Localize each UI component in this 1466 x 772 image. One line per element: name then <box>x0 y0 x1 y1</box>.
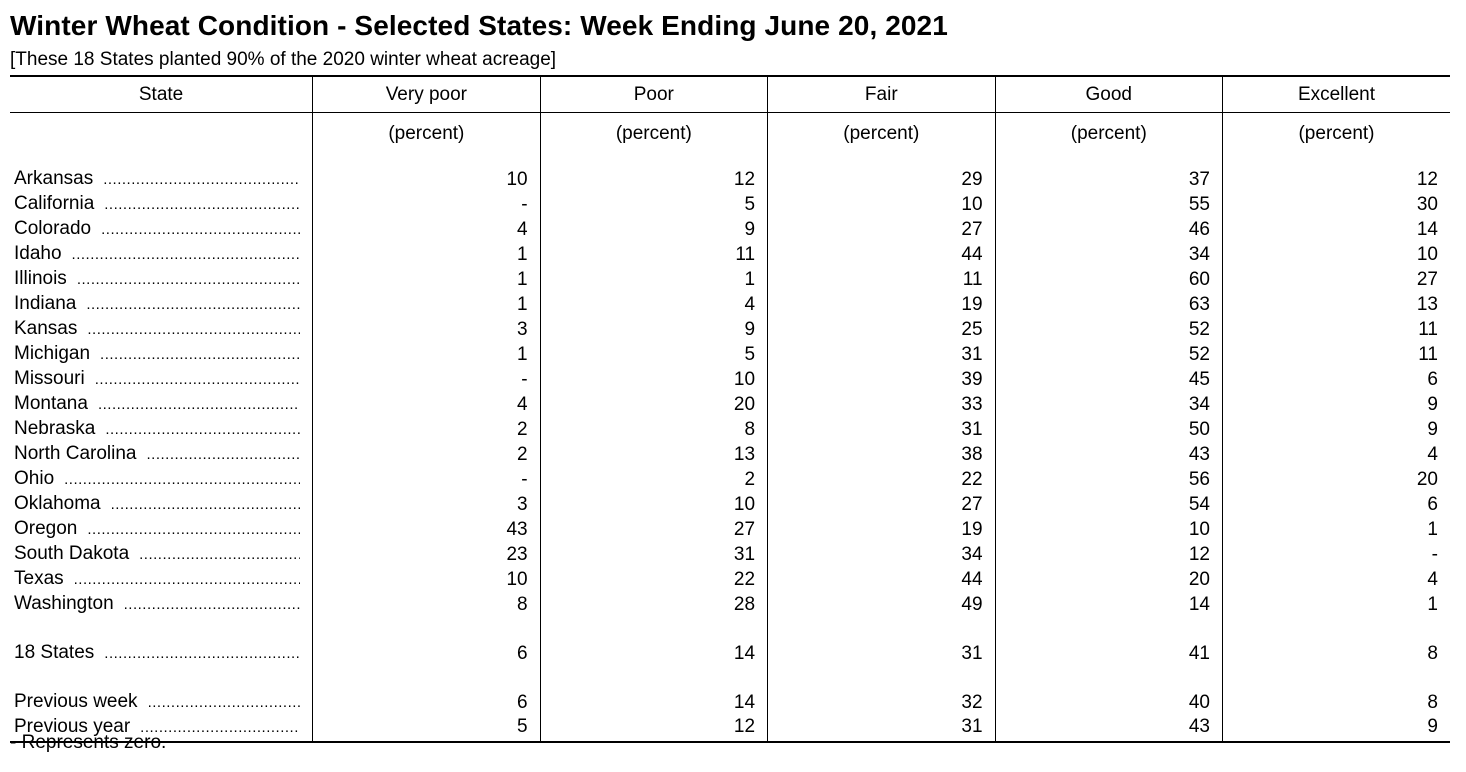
column-header-very-poor: Very poor <box>313 76 540 113</box>
state-name: Previous year <box>14 716 131 737</box>
value-cell-poor: 10 <box>540 492 767 517</box>
column-header-excellent: Excellent <box>1223 76 1451 113</box>
comparison-row <box>10 715 1450 742</box>
dot-leader <box>147 443 301 467</box>
value-cell-good: 63 <box>995 292 1222 317</box>
state-cell <box>10 567 313 592</box>
value-cell-excellent: - <box>1223 542 1451 567</box>
value-cell-very-poor: 43 <box>313 517 540 542</box>
value-cell-fair: 49 <box>768 592 995 617</box>
state-cell <box>10 292 313 317</box>
value-cell-very-poor: 1 <box>313 267 540 292</box>
state-cell <box>10 417 313 442</box>
value-cell-very-poor: 6 <box>313 690 540 715</box>
dot-leader <box>86 293 300 317</box>
dot-leader <box>124 593 300 617</box>
state-name: Oklahoma <box>14 493 101 514</box>
total-row <box>10 641 1450 666</box>
value-cell-fair: 27 <box>768 217 995 242</box>
value-cell-fair: 19 <box>768 292 995 317</box>
value-cell-good: 60 <box>995 267 1222 292</box>
table-row <box>10 517 1450 542</box>
unit-label: (percent) <box>313 113 540 168</box>
value-cell-good: 55 <box>995 192 1222 217</box>
value-cell-excellent: 12 <box>1223 167 1451 192</box>
value-cell-poor: 9 <box>540 317 767 342</box>
value-cell-good: 41 <box>995 641 1222 666</box>
table-row <box>10 492 1450 517</box>
value-cell-fair: 38 <box>768 442 995 467</box>
dot-leader <box>72 243 301 267</box>
value-cell-fair: 31 <box>768 417 995 442</box>
table-row <box>10 367 1450 392</box>
value-cell-excellent: 6 <box>1223 367 1451 392</box>
value-cell-fair: 34 <box>768 542 995 567</box>
value-cell-fair: 29 <box>768 167 995 192</box>
table-row <box>10 417 1450 442</box>
column-header-good: Good <box>995 76 1222 113</box>
value-cell-very-poor: - <box>313 467 540 492</box>
value-cell-very-poor: 1 <box>313 292 540 317</box>
value-cell-good: 56 <box>995 467 1222 492</box>
value-cell-excellent: 1 <box>1223 592 1451 617</box>
value-cell-very-poor: - <box>313 367 540 392</box>
state-name: North Carolina <box>14 443 137 464</box>
value-cell-fair: 44 <box>768 567 995 592</box>
table-row <box>10 317 1450 342</box>
state-name: Texas <box>14 568 64 589</box>
value-cell-excellent: 4 <box>1223 567 1451 592</box>
page-subtitle: [These 18 States planted 90% of the 2020 winter wheat acreage] <box>10 49 557 70</box>
state-cell <box>10 467 313 492</box>
spacer-cell <box>1223 617 1451 641</box>
value-cell-good: 14 <box>995 592 1222 617</box>
value-cell-fair: 39 <box>768 367 995 392</box>
spacer-cell <box>313 666 540 690</box>
value-cell-good: 46 <box>995 217 1222 242</box>
unit-label: (percent) <box>768 113 995 168</box>
state-cell <box>10 442 313 467</box>
state-name: South Dakota <box>14 543 130 564</box>
value-cell-fair: 44 <box>768 242 995 267</box>
state-name: Previous week <box>14 691 138 712</box>
state-name: Kansas <box>14 318 78 339</box>
state-cell <box>10 517 313 542</box>
state-cell <box>10 242 313 267</box>
value-cell-good: 37 <box>995 167 1222 192</box>
value-cell-excellent: 13 <box>1223 292 1451 317</box>
dot-leader <box>111 493 301 517</box>
state-cell <box>10 542 313 567</box>
value-cell-fair: 33 <box>768 392 995 417</box>
value-cell-excellent: 11 <box>1223 317 1451 342</box>
value-cell-fair: 11 <box>768 267 995 292</box>
value-cell-good: 52 <box>995 342 1222 367</box>
value-cell-excellent: 8 <box>1223 641 1451 666</box>
dot-leader <box>100 343 300 367</box>
table-row <box>10 467 1450 492</box>
state-cell <box>10 217 313 242</box>
value-cell-excellent: 30 <box>1223 192 1451 217</box>
spacer-row <box>10 617 1450 641</box>
dot-leader <box>87 518 300 542</box>
value-cell-very-poor: 2 <box>313 417 540 442</box>
value-cell-very-poor: 3 <box>313 492 540 517</box>
value-cell-poor: 5 <box>540 342 767 367</box>
spacer-cell <box>1223 666 1451 690</box>
value-cell-poor: 12 <box>540 715 767 742</box>
value-cell-fair: 10 <box>768 192 995 217</box>
value-cell-good: 52 <box>995 317 1222 342</box>
spacer-cell <box>540 666 767 690</box>
state-name: Oregon <box>14 518 78 539</box>
table-row <box>10 267 1450 292</box>
value-cell-good: 34 <box>995 392 1222 417</box>
value-cell-poor: 20 <box>540 392 767 417</box>
value-cell-fair: 31 <box>768 715 995 742</box>
table-row <box>10 192 1450 217</box>
unit-row <box>10 113 1450 168</box>
state-cell <box>10 342 313 367</box>
spacer-cell <box>768 617 995 641</box>
dot-leader <box>139 543 300 567</box>
value-cell-poor: 5 <box>540 192 767 217</box>
state-name: Colorado <box>14 218 92 239</box>
state-cell <box>10 492 313 517</box>
column-header-poor: Poor <box>540 76 767 113</box>
value-cell-very-poor: 4 <box>313 392 540 417</box>
comparison-row <box>10 690 1450 715</box>
value-cell-poor: 10 <box>540 367 767 392</box>
value-cell-very-poor: 3 <box>313 317 540 342</box>
state-cell <box>10 367 313 392</box>
spacer-cell <box>995 666 1222 690</box>
spacer-cell <box>10 666 313 690</box>
table-row <box>10 442 1450 467</box>
value-cell-good: 20 <box>995 567 1222 592</box>
state-cell <box>10 592 313 617</box>
value-cell-very-poor: 4 <box>313 217 540 242</box>
state-cell <box>10 317 313 342</box>
state-name: Michigan <box>14 343 91 364</box>
value-cell-excellent: 9 <box>1223 392 1451 417</box>
table-header-row <box>10 76 1450 113</box>
value-cell-poor: 2 <box>540 467 767 492</box>
dot-leader <box>64 468 300 492</box>
value-cell-excellent: 6 <box>1223 492 1451 517</box>
value-cell-good: 50 <box>995 417 1222 442</box>
state-name: Indiana <box>14 293 77 314</box>
value-cell-good: 43 <box>995 715 1222 742</box>
table-row <box>10 167 1450 192</box>
state-name: Arkansas <box>14 168 94 189</box>
unit-label: (percent) <box>1223 113 1451 168</box>
spacer-cell <box>768 666 995 690</box>
value-cell-excellent: 20 <box>1223 467 1451 492</box>
value-cell-excellent: 9 <box>1223 417 1451 442</box>
value-cell-poor: 4 <box>540 292 767 317</box>
table-row <box>10 567 1450 592</box>
value-cell-poor: 11 <box>540 242 767 267</box>
value-cell-fair: 31 <box>768 342 995 367</box>
value-cell-fair: 32 <box>768 690 995 715</box>
value-cell-very-poor: 1 <box>313 342 540 367</box>
table-row <box>10 242 1450 267</box>
dot-leader <box>77 268 300 292</box>
spacer-cell <box>10 617 313 641</box>
value-cell-very-poor: 23 <box>313 542 540 567</box>
state-name: California <box>14 193 95 214</box>
dot-leader <box>103 168 300 192</box>
dot-leader <box>98 393 300 417</box>
spacer-cell <box>995 617 1222 641</box>
state-cell <box>10 167 313 192</box>
column-header-fair: Fair <box>768 76 995 113</box>
value-cell-fair: 27 <box>768 492 995 517</box>
value-cell-excellent: 4 <box>1223 442 1451 467</box>
value-cell-poor: 14 <box>540 641 767 666</box>
state-cell <box>10 690 313 715</box>
table-row <box>10 342 1450 367</box>
value-cell-very-poor: 10 <box>313 567 540 592</box>
dot-leader <box>104 193 300 217</box>
value-cell-good: 40 <box>995 690 1222 715</box>
value-cell-fair: 22 <box>768 467 995 492</box>
table-row <box>10 392 1450 417</box>
page-title: Winter Wheat Condition - Selected States: Week Ending June 20, 2021 <box>10 10 948 41</box>
value-cell-very-poor: 2 <box>313 442 540 467</box>
dot-leader <box>105 418 300 442</box>
value-cell-poor: 13 <box>540 442 767 467</box>
unit-label: (percent) <box>995 113 1222 168</box>
value-cell-very-poor: 1 <box>313 242 540 267</box>
value-cell-very-poor: 6 <box>313 641 540 666</box>
unit-label: (percent) <box>540 113 767 168</box>
dot-leader <box>74 568 300 592</box>
state-name: 18 States <box>14 642 95 663</box>
value-cell-poor: 27 <box>540 517 767 542</box>
spacer-cell <box>540 617 767 641</box>
state-cell <box>10 267 313 292</box>
value-cell-excellent: 9 <box>1223 715 1451 742</box>
dot-leader <box>104 642 300 666</box>
value-cell-poor: 14 <box>540 690 767 715</box>
value-cell-poor: 9 <box>540 217 767 242</box>
table-row <box>10 592 1450 617</box>
value-cell-good: 45 <box>995 367 1222 392</box>
state-name: Ohio <box>14 468 55 489</box>
value-cell-very-poor: 8 <box>313 592 540 617</box>
value-cell-poor: 22 <box>540 567 767 592</box>
state-cell <box>10 392 313 417</box>
value-cell-very-poor: 10 <box>313 167 540 192</box>
state-name: Montana <box>14 393 88 414</box>
table-row <box>10 292 1450 317</box>
spacer-row <box>10 666 1450 690</box>
value-cell-poor: 31 <box>540 542 767 567</box>
value-cell-fair: 19 <box>768 517 995 542</box>
dot-leader <box>101 218 300 242</box>
value-cell-poor: 8 <box>540 417 767 442</box>
value-cell-poor: 12 <box>540 167 767 192</box>
value-cell-excellent: 27 <box>1223 267 1451 292</box>
table-row <box>10 542 1450 567</box>
value-cell-good: 34 <box>995 242 1222 267</box>
state-name: Washington <box>14 593 114 614</box>
value-cell-good: 54 <box>995 492 1222 517</box>
state-name: Missouri <box>14 368 85 389</box>
state-name: Nebraska <box>14 418 96 439</box>
table-body <box>10 167 1450 742</box>
value-cell-excellent: 14 <box>1223 217 1451 242</box>
state-cell <box>10 192 313 217</box>
value-cell-fair: 31 <box>768 641 995 666</box>
value-cell-poor: 28 <box>540 592 767 617</box>
value-cell-very-poor: - <box>313 192 540 217</box>
value-cell-excellent: 8 <box>1223 690 1451 715</box>
footnote: - Represents zero. <box>10 732 167 753</box>
value-cell-fair: 25 <box>768 317 995 342</box>
spacer-cell <box>313 617 540 641</box>
value-cell-good: 43 <box>995 442 1222 467</box>
value-cell-very-poor: 5 <box>313 715 540 742</box>
column-header-state: State <box>10 76 313 113</box>
condition-table <box>10 75 1450 743</box>
unit-cell-empty <box>10 113 313 168</box>
state-name: Illinois <box>14 268 67 289</box>
table-row <box>10 217 1450 242</box>
dot-leader <box>87 318 300 342</box>
dot-leader <box>148 691 301 715</box>
value-cell-excellent: 11 <box>1223 342 1451 367</box>
value-cell-good: 10 <box>995 517 1222 542</box>
state-cell <box>10 641 313 666</box>
value-cell-excellent: 10 <box>1223 242 1451 267</box>
dot-leader <box>95 368 300 392</box>
value-cell-excellent: 1 <box>1223 517 1451 542</box>
state-name: Idaho <box>14 243 62 264</box>
value-cell-poor: 1 <box>540 267 767 292</box>
value-cell-good: 12 <box>995 542 1222 567</box>
